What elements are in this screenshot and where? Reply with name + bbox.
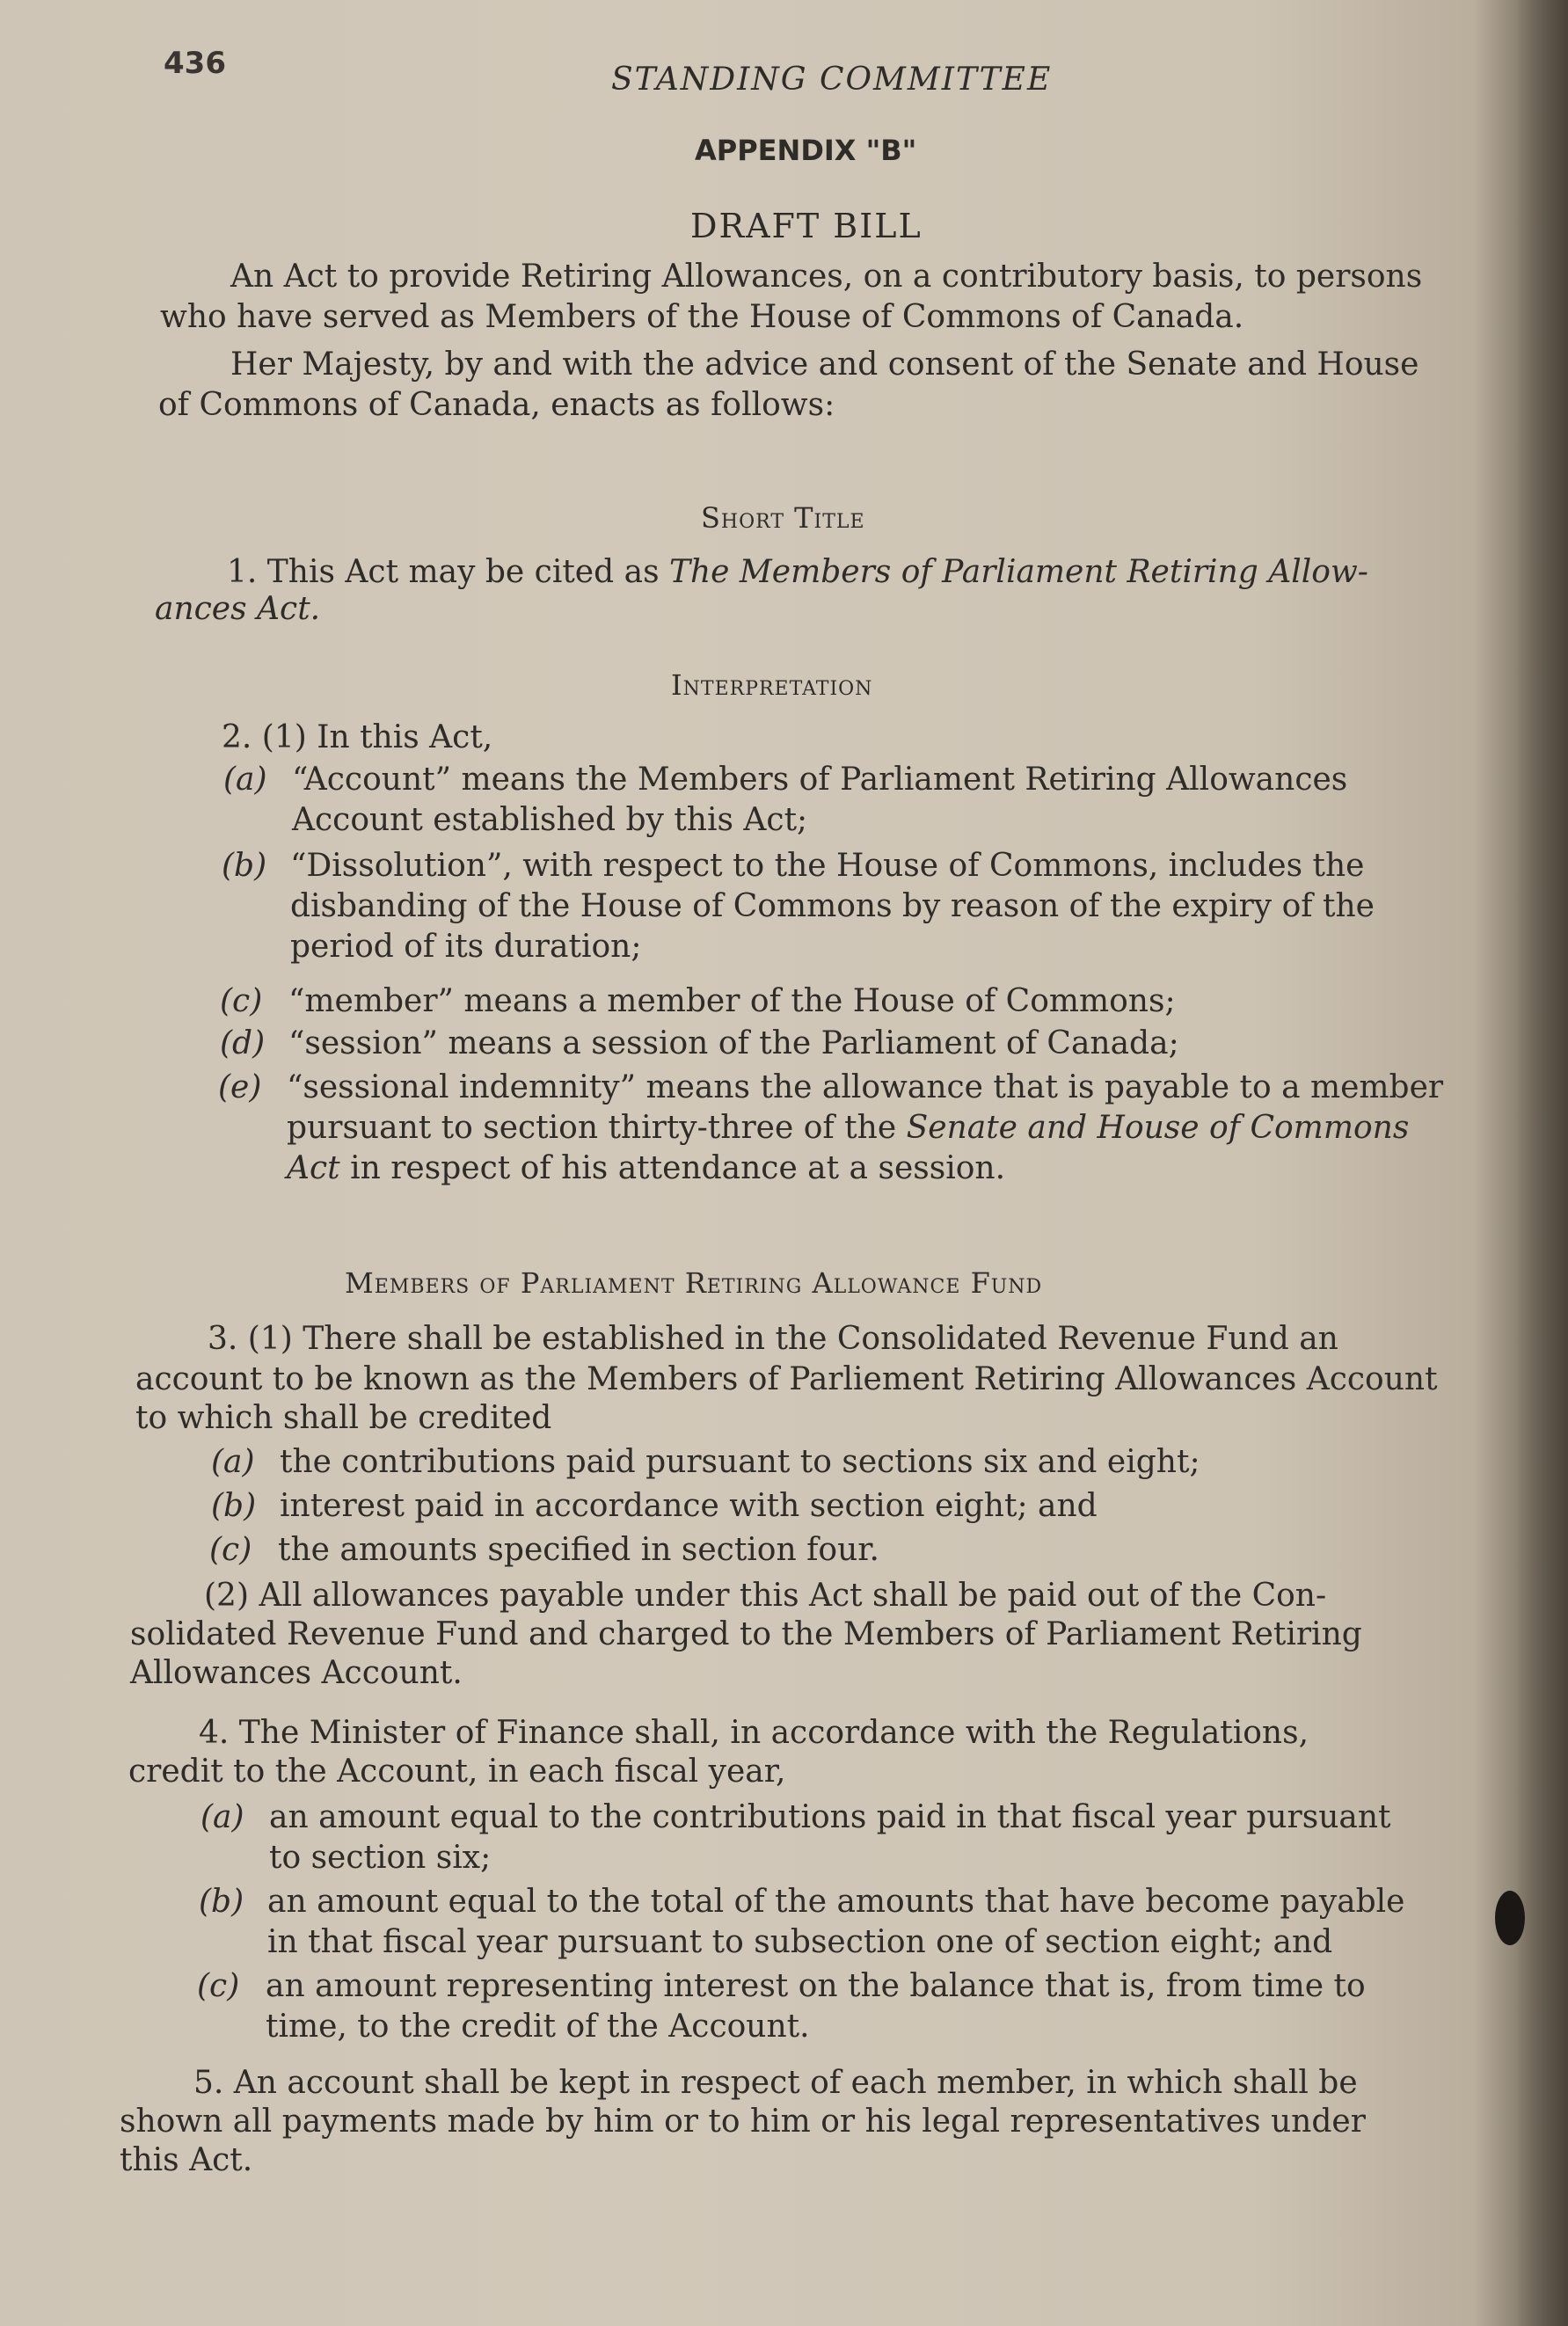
preamble-line-1: An Act to provide Retiring Allowances, on a contributory basis, to persons: [230, 259, 1423, 295]
section-5-line-2: shown all payments made by him or to him or his legal representatives under: [120, 2104, 1366, 2140]
section-4-line-1: 4. The Minister of Finance shall, in accordance with the Regulations,: [199, 1715, 1309, 1751]
page-number: 436: [164, 46, 226, 81]
section-1-line-1: 1. This Act may be cited as The Members of Parliament Retiring Allow-: [227, 554, 1368, 590]
running-head: STANDING COMMITTEE: [611, 62, 1053, 98]
section-3-line-1: 3. (1) There shall be established in the Consolidated Revenue Fund an: [208, 1321, 1338, 1357]
section-2-intro: 2. (1) In this Act,: [222, 719, 493, 755]
section-3-2-line-3: Allowances Account.: [130, 1655, 463, 1691]
section-3-2-line-1: (2) All allowances payable under this Act shall be paid out of the Con-: [204, 1578, 1327, 1614]
fund-heading: Members of Parliament Retiring Allowance Fund: [345, 1266, 1043, 1300]
section-4-item-b: (b) an amount equal to the total of the amounts that have become payable in that fiscal year pursuant to subsection one of section eight; and: [199, 1884, 1405, 1960]
binding-hole: [1495, 1891, 1525, 1945]
section-3-2-line-2: solidated Revenue Fund and charged to the Members of Parliament Retiring: [130, 1616, 1362, 1652]
short-title-heading: Short Title: [701, 501, 865, 535]
definition-member: (c) “member” means a member of the House of Commons;: [220, 983, 1176, 1019]
section-4-line-2: credit to the Account, in each fiscal year,: [128, 1754, 786, 1790]
preamble-line-2: who have served as Members of the House of Commons of Canada.: [160, 299, 1244, 335]
interpretation-heading: Interpretation: [671, 668, 873, 702]
draft-bill-title: DRAFT BILL: [690, 207, 923, 245]
definition-dissolution: (b) “Dissolution”, with respect to the House of Commons, includes the disbanding of the House of Commons by reason of the expiry of the period of its duration;: [222, 848, 1375, 965]
definition-sessional-indemnity: (e) “sessional indemnity” means the allowance that is payable to a member pursuant to section thirty-three of the Senate and House of Commons Act in respect of his attendance at a session.: [218, 1069, 1444, 1186]
enacting-line-1: Her Majesty, by and with the advice and consent of the Senate and House: [230, 346, 1419, 383]
definition-session: (d) “session” means a session of the Parliament of Canada;: [220, 1025, 1179, 1061]
section-3-line-2: account to be known as the Members of Parliement Retiring Allowances Account: [135, 1361, 1438, 1397]
section-3-item-c: (c) the amounts specified in section four.: [209, 1532, 879, 1568]
definition-account: (a) “Account” means the Members of Parliament Retiring Allowances Account established by this Act;: [223, 762, 1348, 838]
section-5-line-3: this Act.: [120, 2142, 253, 2178]
section-4-item-c: (c) an amount representing interest on the balance that is, from time to time, to the credit of the Account.: [197, 1968, 1366, 2045]
book-spine-shadow: [1515, 0, 1568, 2326]
section-3-item-a: (a) the contributions paid pursuant to sections six and eight;: [211, 1444, 1200, 1480]
section-4-item-a: (a) an amount equal to the contributions paid in that fiscal year pursuant to section six;: [201, 1799, 1391, 1876]
section-3-item-b: (b) interest paid in accordance with section eight; and: [211, 1488, 1098, 1524]
appendix-title: APPENDIX "B": [695, 134, 917, 167]
enacting-line-2: of Commons of Canada, enacts as follows:: [158, 387, 835, 423]
section-3-line-3: to which shall be credited: [135, 1400, 552, 1436]
section-1-line-2: ances Act.: [155, 591, 321, 627]
section-5-line-1: 5. An account shall be kept in respect of each member, in which shall be: [193, 2065, 1358, 2101]
